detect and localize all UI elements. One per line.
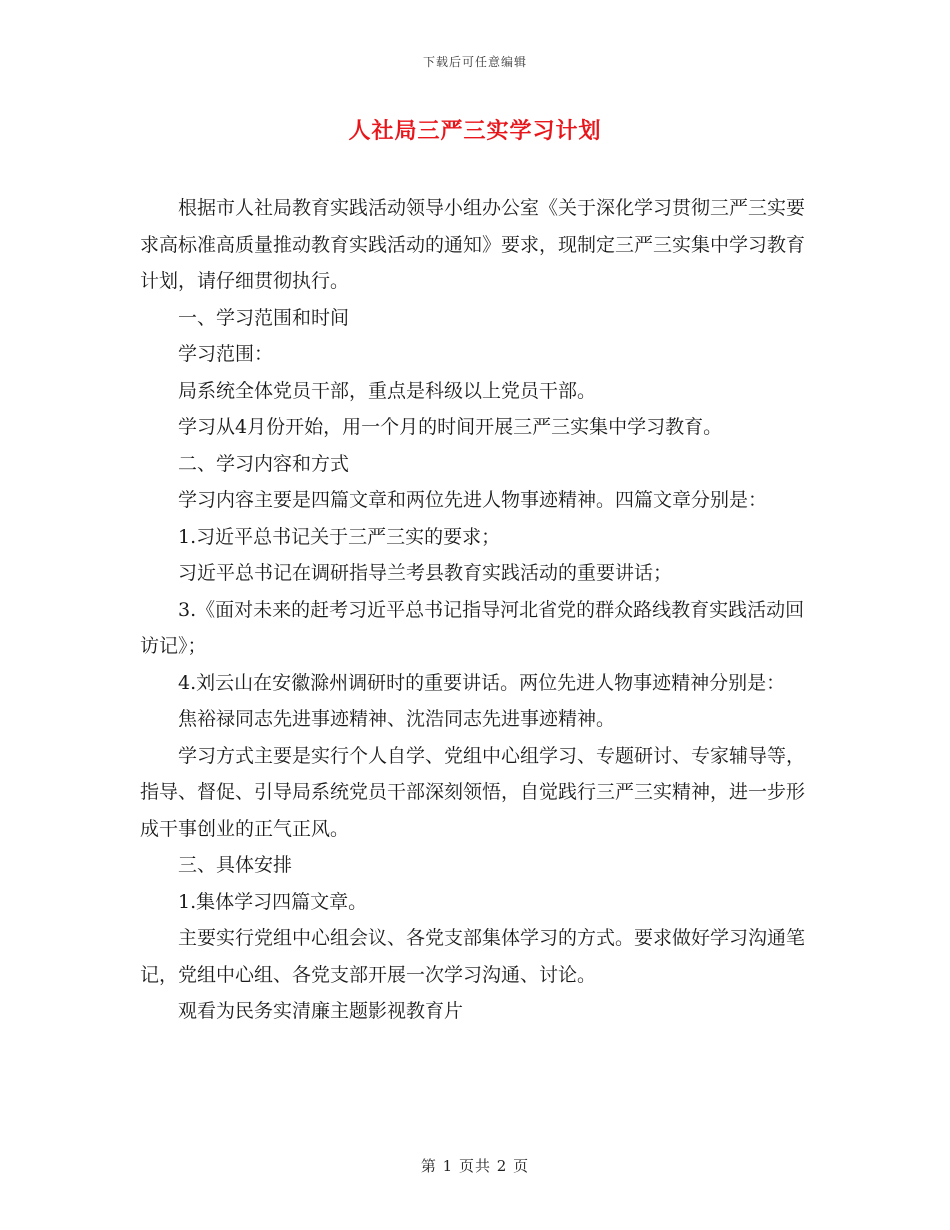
paragraph: 根据市人社局教育实践活动领导小组办公室《关于深化学习贯彻三严三实要求高标准高质量推动教育实践活动的通知》要求，现制定三严三实集中学习教育计划，请仔细贯彻执行。 (140, 197, 806, 292)
document-title: 人社局三严三实学习计划 (348, 118, 602, 144)
page-header-note: 下载后可任意编辑 (422, 55, 527, 69)
page-number-footer: 第 1 页共 2 页 (420, 1157, 530, 1175)
section-heading: 二、学习内容和方式 (178, 452, 350, 475)
paragraph: 学习从4月份开始，用一个月的时间开展三严三实集中学习教育。 (178, 416, 723, 438)
list-item: 习近平总书记在调研指导兰考县教育实践活动的重要讲话； (178, 562, 673, 584)
paragraph: 主要实行党组中心组会议、各党支部集体学习的方式。要求做好学习沟通笔记，党组中心组、各党支部开展一次学习沟通、讨论。 (140, 927, 806, 986)
paragraph: 学习方式主要是实行个人自学、党组中心组学习、专题研讨、专家辅导等，指导、督促、引导局系统党员干部深刻领悟，自觉践行三严三实精神，进一步形成干事创业的正气正风。 (140, 744, 806, 840)
section-heading: 三、具体安排 (178, 854, 293, 876)
list-item: 4.刘云山在安徽滁州调研时的重要讲话。两位先进人物事迹精神分别是： (178, 671, 786, 694)
paragraph: 观看为民务实清廉主题影视教育片 (178, 1000, 464, 1022)
paragraph: 局系统全体党员干部，重点是科级以上党员干部。 (178, 379, 597, 402)
document-body (140, 190, 810, 1030)
list-item: 1.集体学习四篇文章。 (178, 890, 368, 913)
list-item: 3.《面对未来的赶考习近平总书记指导河北省党的群众路线教育实践活动回访记》； (140, 598, 805, 657)
list-item: 1.习近平总书记关于三严三实的要求； (178, 525, 501, 548)
paragraph: 学习范围： (178, 343, 274, 365)
section-heading: 一、学习范围和时间 (178, 306, 350, 329)
paragraph: 焦裕禄同志先进事迹精神、沈浩同志先进事迹精神。 (178, 708, 616, 730)
paragraph: 学习内容主要是四篇文章和两位先进人物事迹精神。四篇文章分别是： (178, 489, 768, 511)
